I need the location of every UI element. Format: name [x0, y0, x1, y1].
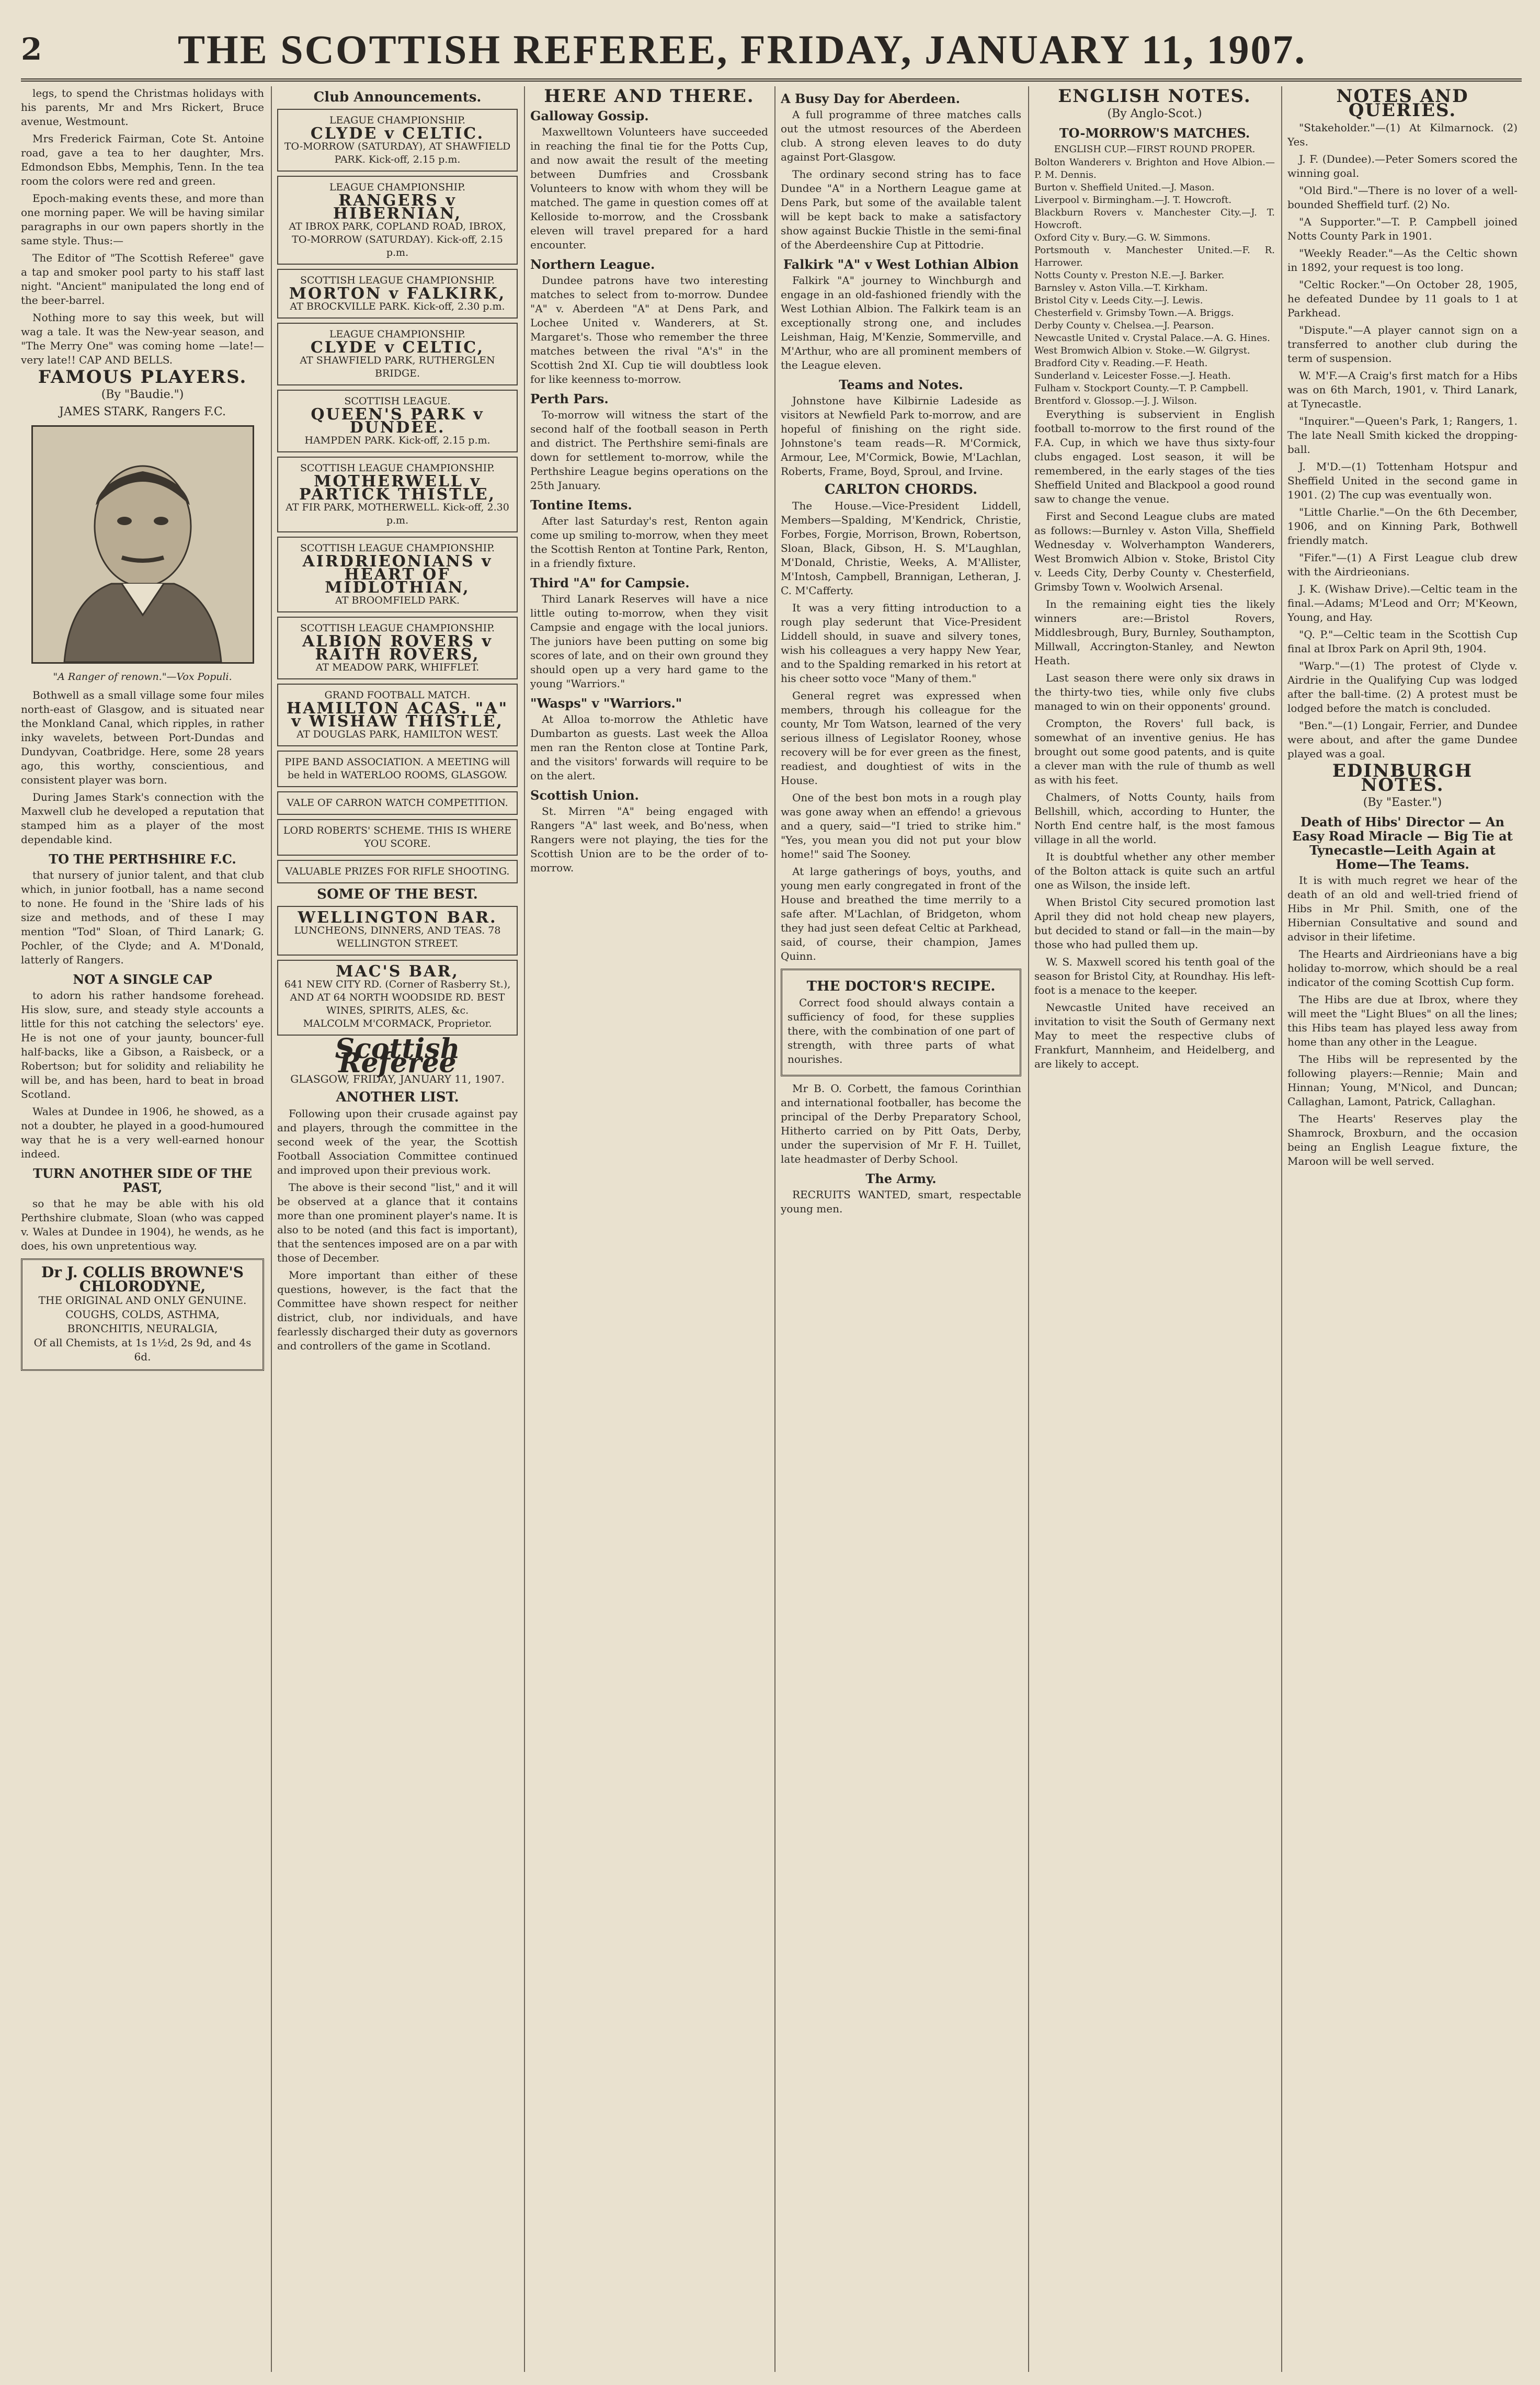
notice: LORD ROBERTS' SCHEME. THIS IS WHERE YOU SCORE. — [277, 819, 518, 856]
notice: PIPE BAND ASSOCIATION. A MEETING will be held in WATERLOO ROOMS, GLASGOW. — [277, 751, 518, 787]
fixture-league: SCOTTISH LEAGUE CHAMPIONSHIP. — [300, 542, 495, 554]
paragraph: The Hibs are due at Ibrox, where they will meet the "Light Blues" on all the lines; this Hibs team has played less away from home than any other in the League. — [1287, 993, 1518, 1048]
recipe-heading: THE DOCTOR'S RECIPE. — [806, 979, 996, 994]
portrait-caption: "A Ranger of renown."—Vox Populi. — [53, 671, 232, 683]
fixture-notice — [277, 176, 518, 265]
advert-uses: COUGHS, COLDS, ASTHMA, BRONCHITIS, NEURALGIA, — [65, 1308, 220, 1335]
proprietor: MALCOLM M'CORMACK, Proprietor. — [303, 1018, 492, 1029]
column-1 — [21, 86, 264, 2372]
byline: (By "Baudie.") — [101, 388, 184, 401]
portrait-illustration — [31, 425, 254, 664]
paragraph: The House.—Vice-President Liddell, Members—Spalding, M'Kendrick, Christie, Forbes, Forgie, Morrison, Brown, Robertson, Sloan, Black, Gibson, H. S. M'Laughlan, M'Donald, Christie, Weeks, A. M'Allister, M'Intosh, Campbell, Brannigan, Letheran, J. C. M'Cafferty. — [781, 499, 1021, 597]
list-item: Oxford City v. Bury.—G. W. Simmons. — [1034, 232, 1211, 243]
fixture-league: GRAND FOOTBALL MATCH. — [324, 689, 471, 701]
byline: (By Anglo-Scot.) — [1107, 107, 1202, 120]
list-item: Brentford v. Glossop.—J. J. Wilson. — [1034, 395, 1197, 406]
fixture-teams: MOTHERWELL v PARTICK THISTLE, — [299, 472, 496, 504]
fixture-league: LEAGUE CHAMPIONSHIP. — [329, 328, 466, 340]
fixture-notice — [277, 617, 518, 679]
column-5 — [1034, 86, 1275, 2372]
byline: (By "Easter.") — [1363, 796, 1442, 809]
fixture-detail: AT BROOMFIELD PARK. — [335, 595, 460, 606]
paragraph: Bothwell as a small village some four miles north-east of Glasgow, and is situated near the Monkland Canal, which ripples, in rather inky wavelets, between Port-Dundas and Dundyvan, Coatbridge. Here, some 28 years ago, this worthy, conscientious, and consistent player was born. — [21, 689, 264, 786]
paragraph: Newcastle United have received an invitation to visit the South of Germany next May to meet the respective clubs of Frankfurt, Mannheim, and Heidelberg, and are likely to accept. — [1034, 1001, 1275, 1070]
paragraph: Epoch-making events these, and more than one morning paper. We will be having similar paragraphs in our own papers shortly in the same style. Thus:— — [21, 192, 264, 247]
bar-advert — [277, 906, 518, 956]
portrait-drawing — [33, 427, 253, 662]
paragraph: When Bristol City secured promotion last April they did not hold cheap new players, but decided to stand or fall—in the main—by those who had pulled them up. — [1034, 896, 1275, 951]
list-item: Liverpool v. Birmingham.—J. T. Howcroft. — [1034, 195, 1232, 206]
subheading: Northern League. — [530, 257, 655, 272]
paragraph: Crompton, the Rovers' full back, is somewhat of an inventive genius. He has brought out some good patents, and is quite a clever man with the rule of thumb as well as with his feet. — [1034, 717, 1275, 786]
query-item: W. M'F.—A Craig's first match for a Hibs was on 6th March, 1901, v. Third Lanark, at Tynecastle. — [1287, 369, 1518, 410]
paragraph: W. S. Maxwell scored his tenth goal of the season for Bristol City, at Roundhay. His left-foot is a menace to the keeper. — [1034, 956, 1275, 996]
list-item: West Bromwich Albion v. Stoke.—W. Gilgryst. — [1034, 345, 1250, 356]
fixture-league: LEAGUE CHAMPIONSHIP. — [329, 115, 466, 126]
subheading: Galloway Gossip. — [530, 108, 649, 123]
paragraph: Wales at Dundee in 1906, he showed, as a not a doubter, he played in a good-humoured way that he is a very well-earned honour indeed. — [21, 1105, 264, 1160]
query-item: J. F. (Dundee).—Peter Somers scored the winning goal. — [1287, 153, 1518, 179]
query-item: J. K. (Wishaw Drive).—Celtic team in the final.—Adams; M'Leod and Orr; M'Keown, Young, and Hay. — [1287, 583, 1518, 623]
paragraph: Following upon their crusade against pay and players, through the committee in the second week of the year, the Scottish Football Association Committee continued and improved upon their previous work. — [277, 1107, 518, 1176]
list-item: Bolton Wanderers v. Brighton and Hove Albion.—P. M. Dennis. — [1034, 157, 1275, 180]
page-number: 2 — [21, 31, 42, 67]
fixture-notice — [277, 457, 518, 532]
subheading: Perth Pars. — [530, 391, 609, 406]
paragraph: The Editor of "The Scottish Referee" gave a tap and smoker pool party to his staff last night. "Ancient" manipulated the long end of the beer-barrel. — [21, 252, 264, 306]
paragraph: St. Mirren "A" being engaged with Rangers "A" last week, and Bo'ness, when Rangers were not playing, the ties for the Scottish Union are to be the order of to-morrow. — [530, 805, 768, 874]
subheading: Teams and Notes. — [839, 377, 963, 392]
fixture-teams: HAMILTON ACAS. "A" v WISHAW THISTLE, — [286, 699, 509, 731]
query-item: "Q. P."—Celtic team in the Scottish Cup final at Ibrox Park on April 9th, 1904. — [1287, 628, 1518, 655]
bar-text: LUNCHEONS, DINNERS, AND TEAS. 78 WELLINGTON STREET. — [294, 925, 501, 949]
fixture-teams: QUEEN'S PARK v DUNDEE. — [311, 405, 484, 437]
paragraph: that nursery of junior talent, and that club which, in junior football, has a name second to none. He found in the 'Shire lads of his size and methods, and of these I may mention "Tod" Sloan, of Third Lanark; G. Pochler, of the Clyde; and A. M'Donald, latterly of Rangers. — [21, 869, 264, 966]
query-item: "Celtic Rocker."—On October 28, 1905, he defeated Dundee by 11 goals to 1 at Parkhead. — [1287, 278, 1518, 319]
section-heading: ANOTHER LIST. — [336, 1089, 459, 1105]
paragraph: legs, to spend the Christmas holidays with his parents, Mr and Mrs Rickert, Bruce avenue, Westmount. — [21, 87, 264, 128]
paragraph: A full programme of three matches calls out the utmost resources of the Aberdeen club. A strong eleven leaves to do duty against Port-Glasgow. — [781, 108, 1021, 163]
paragraph: To-morrow will witness the start of the second half of the football season in Perth and district. The Perthshire semi-finals are down for settlement to-morrow, while the Perthshire League begins operations on the 25th January. — [530, 408, 768, 492]
query-item: "Dispute."—A player cannot sign on a transferred to another club during the term of suspension. — [1287, 324, 1518, 365]
subheading: NOT A SINGLE CAP — [73, 972, 212, 987]
fixture-notice — [277, 684, 518, 746]
fixture-league: SCOTTISH LEAGUE CHAMPIONSHIP. — [300, 622, 495, 634]
subheading: Death of Hibs' Director — An Easy Road Miracle — Big Tie at Tynecastle—Leith Again at Home—The Teams. — [1292, 814, 1513, 872]
query-item: "Little Charlie."—On the 6th December, 1906, and on Kinning Park, Bothwell friendly match. — [1287, 506, 1518, 547]
list-item: Portsmouth v. Manchester United.—F. R. Harrower. — [1034, 245, 1275, 268]
fixture-notice — [277, 537, 518, 612]
query-item: "Ben."—(1) Longair, Ferrier, and Dundee were about, and after the game Dundee played was a goal. — [1287, 719, 1518, 760]
paragraph: RECRUITS WANTED, smart, respectable young men. — [781, 1188, 1021, 1215]
list-item: Sunderland v. Leicester Fosse.—J. Heath. — [1034, 370, 1231, 381]
dateline: GLASGOW, FRIDAY, JANUARY 11, 1907. — [290, 1073, 505, 1085]
section-heading: Club Announcements. — [313, 89, 482, 105]
column-2 — [277, 86, 518, 2372]
paragraph: In the remaining eight ties the likely winners are:—Bristol Rovers, Middlesbrough, Bury, Burnley, Southampton, Millwall, Accrington-Stanley, and Newton Heath. — [1034, 598, 1275, 667]
subheading: Third "A" for Campsie. — [530, 575, 690, 590]
fixture-detail: HAMPDEN PARK. Kick-off, 2.15 p.m. — [304, 435, 490, 446]
paragraph: It is doubtful whether any other member of the Bolton attack is quite such an artful one as Wilson, the inside left. — [1034, 850, 1275, 891]
advert-title: Dr J. COLLIS BROWNE'S CHLORODYNE, — [41, 1264, 244, 1295]
bar-name: WELLINGTON BAR. — [298, 908, 497, 927]
section-heading: NOTES AND QUERIES. — [1336, 86, 1469, 121]
column-rule — [1028, 86, 1029, 2372]
section-heading: ENGLISH NOTES. — [1058, 86, 1251, 107]
paragraph: At large gatherings of boys, youths, and young men early congregated in front of the House and breathed the time merrily to a safe after. M'Lachlan, of Bridgeton, whom they had just seen defeat Celtic at Parkhead, said, of course, their champion, James Quinn. — [781, 865, 1021, 962]
list-item: Barnsley v. Aston Villa.—T. Kirkham. — [1034, 282, 1208, 293]
section-heading: HERE AND THERE. — [544, 86, 755, 107]
recipe-box — [781, 969, 1021, 1076]
fixture-detail: AT IBROX PARK, COPLAND ROAD, IBROX, TO-MORROW (SATURDAY). Kick-off, 2.15 p.m. — [289, 221, 506, 258]
subheading: TURN ANOTHER SIDE OF THE PAST, — [33, 1166, 252, 1195]
section-heading: SOME OF THE BEST. — [317, 887, 478, 902]
list-item: Chesterfield v. Grimsby Town.—A. Briggs. — [1034, 308, 1234, 319]
paragraph: It is with much regret we hear of the death of an old and well-tried friend of Hibs in Mr Phil. Smith, one of the Hibernian Consultative and sound and advisor in their lifetime. — [1287, 874, 1518, 943]
list-item: Newcastle United v. Crystal Palace.—A. G. Hines. — [1034, 333, 1270, 344]
list-item: Fulham v. Stockport County.—T. P. Campbell. — [1034, 383, 1249, 394]
bar-name: MAC'S BAR, — [336, 962, 459, 981]
query-item: "Stakeholder."—(1) At Kilmarnock. (2) Yes. — [1287, 121, 1518, 148]
query-item: "Weekly Reader."—As the Celtic shown in 1892, your request is too long. — [1287, 247, 1518, 274]
list-item: Burton v. Sheffield United.—J. Mason. — [1034, 182, 1215, 193]
column-rule — [524, 86, 525, 2372]
paragraph: Falkirk "A" journey to Winchburgh and engage in an old-fashioned friendly with the West Lothian Albion. The Falkirk team is an exceptionally strong one, and includes Leishman, Haig, M'Kenzie, Sommerville, and M'Arthur, who are all prominent members of the League eleven. — [781, 274, 1021, 371]
bar-advert — [277, 960, 518, 1036]
fixture-league: SCOTTISH LEAGUE. — [344, 395, 451, 407]
fixture-teams: MORTON v FALKIRK, — [289, 285, 506, 303]
query-item: "Fifer."—(1) A First League club drew with the Airdrieonians. — [1287, 551, 1518, 578]
paragraph: At Alloa to-morrow the Athletic have Dumbarton as guests. Last week the Alloa men ran the Renton close at Tontine Park, and the visitors' forwards will require to be on the alert. — [530, 713, 768, 782]
fixture-detail: AT BROCKVILLE PARK. Kick-off, 2.30 p.m. — [290, 301, 505, 312]
paragraph: Dundee patrons have two interesting matches to select from to-morrow. Dundee "A" v. Aberdeen "A" at Dens Park, and Lochee United v. Wanderers, at St. Margaret's. Those who remember the three matches between the rival "A's" in the Scottish 2nd XI. Cup tie will doubtless look for like keenness to-morrow. — [530, 274, 768, 385]
paragraph: After last Saturday's rest, Renton again come up smiling to-morrow, when they meet the Scottish Renton at Tontine Park, Renton, in a friendly fixture. — [530, 515, 768, 570]
fixture-notice — [277, 109, 518, 172]
notice: VALE OF CARRON WATCH COMPETITION. — [277, 791, 518, 815]
fixture-notice — [277, 323, 518, 385]
query-item: "A Supporter."—T. P. Campbell joined Notts County Park in 1901. — [1287, 215, 1518, 242]
column-6 — [1287, 86, 1518, 2372]
fixture-notice — [277, 269, 518, 319]
fixture-detail: TO-MORROW (SATURDAY), AT SHAWFIELD PARK. Kick-off, 2.15 p.m. — [284, 141, 511, 165]
paragraph: Third Lanark Reserves will have a nice little outing to-morrow, when they visit Campsie and engage with the local juniors. The juniors have been putting on some big scores of late, and on their own ground they should open up a very hard game to the young "Warriors." — [530, 593, 768, 690]
column-rule — [774, 86, 775, 2372]
fixture-teams: ALBION ROVERS v RAITH ROVERS, — [302, 632, 493, 664]
paragraph: First and Second League clubs are mated as follows:—Burnley v. Aston Villa, Sheffield Wednesday v. Wolverhampton Wanderers, West Bromwich Albion v. Stoke, Bristol City v. Leeds City, Derby County v. Chesterfield, Grimsby Town v. Woolwich Arsenal. — [1034, 510, 1275, 593]
paragraph: Maxwelltown Volunteers have succeeded in reaching the final tie for the Potts Cup, and now await the result of the meeting between Dumfries and Crossbank Volunteers to know with whom they will be matched. The game in question comes off at Kelloside to-morrow, and the Crossbank eleven will travel prepared for a hard encounter. — [530, 126, 768, 251]
advert-tag: THE ORIGINAL AND ONLY GENUINE. — [38, 1294, 247, 1307]
paragraph: Nothing more to say this week, but will wag a tale. It was the New-year season, and "The Merry One" was coming home —late!—very late!! CAP AND BELLS. — [21, 311, 264, 366]
paragraph: More important than either of these questions, however, is the fact that the Committee have shown respect for neither district, club, nor individuals, and have fearlessly discharged their duty as governors and controllers of the game in Scotland. — [277, 1269, 518, 1352]
paragraph: General regret was expressed when members, through his colleague for the county, Mr Tom Watson, learned of the very serious illness of Legislator Rooney, whose recovery will be for ever green as the finest, readiest, and doughtiest of wits in the House. — [781, 689, 1021, 787]
paragraph: Mr B. O. Corbett, the famous Corinthian and international footballer, has become the principal of the Derby Preparatory School, Hitherto carried on by Pitt Oats, Derby, under the supervision of Mr F. H. Tuillet, late headmaster of Derby School. — [781, 1082, 1021, 1165]
advert-foot: Of all Chemists, at 1s 1½d, 2s 9d, and 4s 6d. — [33, 1336, 252, 1363]
list-item: Derby County v. Chelsea.—J. Pearson. — [1034, 320, 1214, 331]
fixture-notice — [277, 390, 518, 452]
paragraph: The Hearts' Reserves play the Shamrock, Broxburn, and the occasion being an English League fixture, the Maroon will be well served. — [1287, 1112, 1518, 1167]
subheading: TO THE PERTHSHIRE F.C. — [49, 851, 236, 867]
query-item: J. M'D.—(1) Tottenham Hotspur and Sheffield United in the second game in 1901. (2) The cup was eventually won. — [1287, 460, 1518, 501]
nameplate: Scottish Referee — [335, 1033, 460, 1079]
section-heading: CARLTON CHORDS. — [824, 482, 978, 497]
fixture-detail: AT FIR PARK, MOTHERWELL. Kick-off, 2.30 p.m. — [286, 502, 509, 526]
fixture-teams: AIRDRIEONIANS v HEART OF MIDLOTHIAN, — [302, 552, 493, 597]
paragraph: The ordinary second string has to face Dundee "A" in a Northern League game at Dens Park, but some of the available talent will be kept back to make a satisfactory show against Buckie Thistle in the semi-final of the Aberdeenshire Cup at Pittodrie. — [781, 168, 1021, 251]
paragraph: Everything is subservient in English football to-morrow to the first round of the F.A. Cup, in which we have thus sixty-four clubs engaged. Lost season, it will be remembered, in the early stages of the ties Sheffield United and Blackpool a good round saw to change the venue. — [1034, 408, 1275, 505]
fixture-league: SCOTTISH LEAGUE CHAMPIONSHIP. — [300, 462, 495, 474]
paragraph: The Hearts and Airdrieonians have a big holiday to-morrow, which should be a real indicator of the coming Scottish Cup form. — [1287, 948, 1518, 989]
query-item: "Warp."—(1) The protest of Clyde v. Airdrie in the Qualifying Cup was lodged after the ball-time. (2) A protest must be lodged before the match is concluded. — [1287, 660, 1518, 714]
section-heading: EDINBURGH NOTES. — [1332, 760, 1473, 796]
fixture-teams: CLYDE v CELTIC, — [310, 338, 485, 357]
paragraph: so that he may be able with his old Perthshire clubmate, Sloan (who was capped v. Wales at Dundee in 1904), he wends, as he does, his own unpretentious way. — [21, 1197, 264, 1252]
list-item: Bradford City v. Reading.—F. Heath. — [1034, 358, 1208, 369]
paragraph: to adorn his rather handsome forehead. His slow, sure, and steady style accounts a little for this not catching the selectors' eye. He is not one of your jaunty, bouncer-full half-backs, like a Gibson, a Raisbeck, or a Robertson; but for solidity and reliability he will be, and has been, hard to beat in broad Scotland. — [21, 989, 264, 1100]
query-item: "Old Bird."—There is no lover of a well-bounded Sheffield turf. (2) No. — [1287, 184, 1518, 211]
subheading: The Army. — [865, 1171, 937, 1186]
subheading: "Wasps" v "Warriors." — [530, 696, 682, 711]
paragraph: Mrs Frederick Fairman, Cote St. Antoine road, gave a tea to her daughter, Mrs. Edmondson Ebbs, Memphis, Tenn. In the tea room the colors were red and green. — [21, 132, 264, 187]
fixture-detail: AT DOUGLAS PARK, HAMILTON WEST. — [296, 729, 498, 740]
column-3 — [530, 86, 768, 2372]
list-item: Bristol City v. Leeds City.—J. Lewis. — [1034, 295, 1203, 306]
column-rule — [1281, 86, 1282, 2372]
fixture-teams: CLYDE v CELTIC. — [310, 124, 485, 143]
subheading: ENGLISH CUP.—FIRST ROUND PROPER. — [1054, 144, 1256, 155]
paragraph: One of the best bon mots in a rough play was gone away when an effendo! a grievous and a query, said—"I tried to strike him." "Yes, you mean you did not put your blow home!" said The Sooney. — [781, 791, 1021, 860]
query-item: "Inquirer."—Queen's Park, 1; Rangers, 1. The late Neall Smith kicked the dropping-ball. — [1287, 415, 1518, 456]
subheading: Scottish Union. — [530, 788, 639, 803]
fixture-list — [1034, 156, 1275, 407]
paragraph: Chalmers, of Notts County, hails from Bellshill, which, according to Hunter, the North End centre half, is the most famous village in all the world. — [1034, 791, 1275, 846]
subheading: TO-MORROW'S MATCHES. — [1059, 126, 1250, 141]
subheading: Tontine Items. — [530, 497, 632, 513]
recipe-text: Correct food should always contain a sufficiency of food, for these supplies there, with the combination of one part of strength, with three parts of what nourishes. — [788, 996, 1014, 1065]
subheading: Falkirk "A" v West Lothian Albion — [783, 257, 1019, 272]
masthead — [21, 10, 1522, 82]
bar-text: 641 NEW CITY RD. (Corner of Rasberry St.), AND AT 64 NORTH WOODSIDE RD. BEST WINES, SPIRITS, ALES, &c. — [284, 979, 511, 1016]
feature-subject: JAMES STARK, Rangers F.C. — [59, 405, 226, 418]
fixture-detail: AT SHAWFIELD PARK, RUTHERGLEN BRIDGE. — [300, 355, 495, 379]
list-item: Notts County v. Preston N.E.—J. Barker. — [1034, 270, 1225, 281]
feature-heading: FAMOUS PLAYERS. — [38, 367, 247, 388]
paragraph: During James Stark's connection with the Maxwell club he developed a reputation that stamped him as a player of the most dependable kind. — [21, 791, 264, 846]
paragraph: Johnstone have Kilbirnie Ladeside as visitors at Newfield Park to-morrow, and are hopeful of finishing on the right side. Johnstone's team reads—R. M'Cormick, Armour, Lee, M'Cormick, Bowie, M'Lachlan, Roberts, Frame, Boyd, Sproul, and Irvine. — [781, 394, 1021, 478]
fixture-league: LEAGUE CHAMPIONSHIP. — [329, 181, 466, 193]
paragraph: Last season there were only six draws in the thirty-two ties, while only five clubs managed to win on their opponents' ground. — [1034, 672, 1275, 712]
notice: VALUABLE PRIZES FOR RIFLE SHOOTING. — [277, 860, 518, 883]
column-4 — [781, 86, 1021, 2372]
page-title: THE SCOTTISH REFEREE, FRIDAY, JANUARY 11, 1907. — [178, 27, 1306, 72]
subheading: A Busy Day for Aberdeen. — [781, 91, 960, 106]
paragraph: It was a very fitting introduction to a rough play sederunt that Vice-President Liddell should, in suave and silvery tones, wish his colleagues a very happy New Year, and to the Spalding remarked in his retort at his cheer sotto voce "Many of them." — [781, 601, 1021, 685]
chlorodyne-advert — [21, 1258, 264, 1371]
paragraph: The Hibs will be represented by the following players:—Rennie; Main and Hinnan; Young, M'Nicol, and Duncan; Callaghan, Lamont, Patrick, Callaghan. — [1287, 1053, 1518, 1108]
fixture-teams: RANGERS v HIBERNIAN, — [333, 191, 462, 223]
fixture-league: SCOTTISH LEAGUE CHAMPIONSHIP. — [300, 275, 495, 286]
list-item: Blackburn Rovers v. Manchester City.—J. T. Howcroft. — [1034, 207, 1275, 231]
paragraph: The above is their second "list," and it will be observed at a glance that it contains more than one prominent player's name. It is also to be noted (and this fact is important), that the sentences imposed are on a par with those of December. — [277, 1181, 518, 1264]
column-rule — [271, 86, 272, 2372]
fixture-detail: AT MEADOW PARK, WHIFFLET. — [315, 662, 480, 673]
